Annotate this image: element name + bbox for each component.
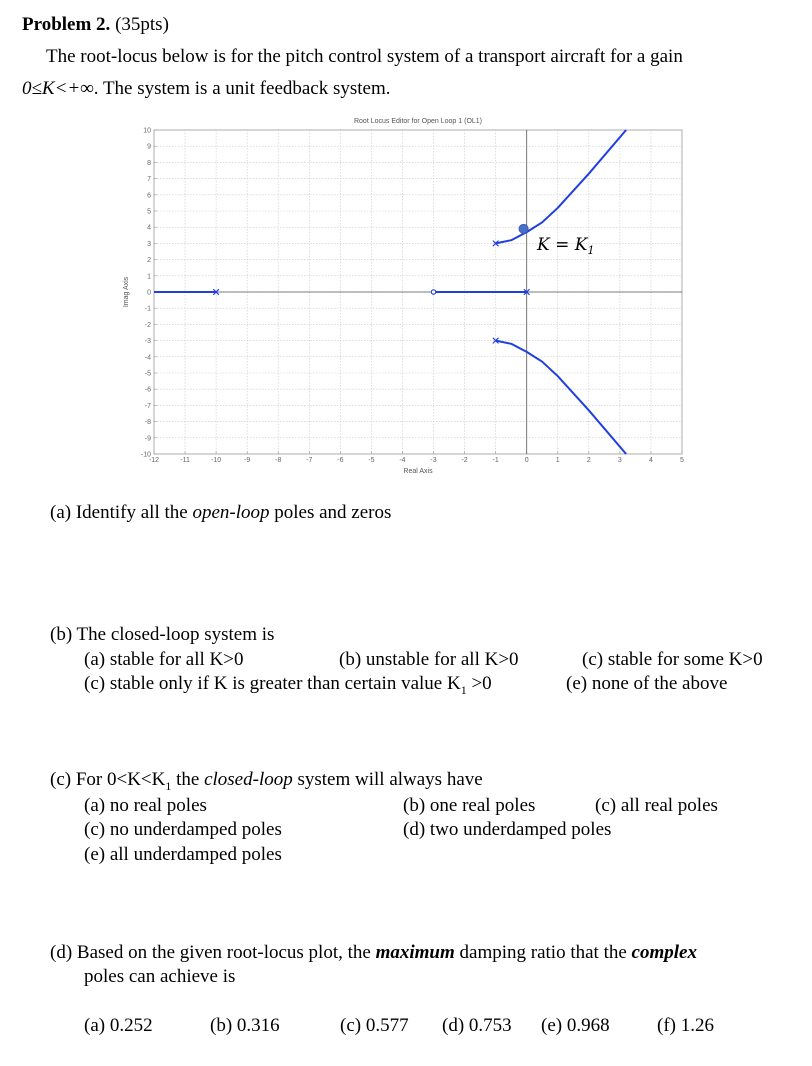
question-a-prefix: (a) Identify all the [50, 502, 193, 523]
y-tick-label: 0 [147, 289, 151, 297]
x-tick-label: 3 [617, 457, 622, 464]
gain-annotation-sub: 1 [587, 244, 595, 257]
x-tick-label: -7 [306, 457, 313, 464]
problem-heading [22, 14, 169, 36]
question-d-option-4[interactable]: (d) 0.753 [442, 1015, 512, 1036]
question-b-option-4-sub: 1 [460, 682, 467, 697]
y-tick-label: -7 [144, 402, 151, 410]
x-tick-label: -10 [211, 457, 222, 464]
y-tick-label: 7 [147, 176, 151, 184]
question-b-option-4-text: (c) stable only if K is greater than certain value K [84, 673, 461, 694]
y-tick-label: -5 [144, 370, 151, 378]
gain-annotation-text: K = K [537, 235, 588, 255]
y-axis-label: Imag Axis [123, 276, 130, 308]
x-tick-label: -1 [492, 457, 499, 464]
question-c-option-5[interactable]: (d) two underdamped poles [403, 819, 612, 840]
question-c-option-1[interactable]: (a) no real poles [84, 795, 207, 816]
problem-number: Problem 2. [22, 14, 111, 35]
y-tick-label: -6 [144, 386, 151, 394]
question-c-option-6[interactable]: (e) all underdamped poles [84, 844, 282, 865]
question-d-option-5[interactable]: (e) 0.968 [541, 1015, 610, 1036]
question-a [50, 502, 391, 524]
y-tick-label: 3 [147, 240, 151, 248]
question-a-suffix: poles and zeros [269, 502, 392, 523]
gain-range: 0≤K<+∞ [22, 78, 94, 99]
question-d-emphasis-2: complex [631, 942, 697, 963]
y-tick-label: 10 [143, 127, 151, 135]
x-tick-label: -2 [461, 457, 468, 464]
x-tick-label: 0 [524, 457, 529, 464]
gain-annotation [536, 235, 594, 257]
y-tick-label: -3 [144, 338, 151, 346]
question-d-line-2: poles can achieve is [84, 966, 236, 987]
question-c-stem-emphasis: closed-loop [204, 769, 293, 790]
question-d-mid: damping ratio that the [454, 942, 632, 963]
x-tick-label: -5 [368, 457, 375, 464]
x-tick-label: -8 [275, 457, 282, 464]
gain-k1-marker [519, 224, 528, 233]
x-tick-label: -12 [148, 457, 160, 464]
root-locus-plot [118, 114, 698, 479]
x-tick-label: -3 [430, 457, 437, 464]
x-tick-label: 4 [648, 457, 653, 464]
question-b-option-5[interactable]: (e) none of the above [566, 673, 728, 694]
question-d-pre: (d) Based on the given root-locus plot, the [50, 942, 376, 963]
x-tick-label: 5 [680, 457, 684, 464]
question-b-option-2[interactable]: (b) unstable for all K>0 [339, 649, 519, 670]
y-tick-label: -8 [144, 419, 151, 427]
question-b-option-1[interactable]: (a) stable for all K>0 [84, 649, 244, 670]
question-b-option-4[interactable] [84, 673, 492, 698]
question-c-option-4[interactable]: (c) no underdamped poles [84, 819, 282, 840]
x-tick-label: 1 [555, 457, 560, 464]
question-d-line-1 [50, 942, 697, 964]
question-d-option-3[interactable]: (c) 0.577 [340, 1015, 409, 1036]
y-tick-labels [141, 128, 151, 459]
question-d-option-6[interactable]: (f) 1.26 [657, 1015, 714, 1036]
x-tick-labels [149, 457, 684, 464]
question-d-option-1[interactable]: (a) 0.252 [84, 1015, 153, 1036]
y-tick-label: -9 [144, 435, 151, 443]
x-tick-label: -4 [399, 457, 406, 464]
question-c-option-2[interactable]: (b) one real poles [403, 795, 536, 816]
x-tick-label: 2 [586, 457, 591, 464]
y-tick-label: -2 [144, 321, 151, 329]
x-tick-label: -9 [244, 457, 251, 464]
y-tick-label: 4 [147, 224, 151, 232]
y-tick-label: 6 [147, 192, 151, 200]
question-d-option-2[interactable]: (b) 0.316 [210, 1015, 280, 1036]
y-tick-label: -10 [140, 451, 151, 459]
y-tick-label: 9 [147, 143, 151, 151]
question-c-stem-sub: 1 [165, 778, 172, 793]
y-tick-label: 2 [147, 257, 151, 265]
intro-line-1: The root-locus below is for the pitch control system of a transport aircraft for a gain [46, 46, 683, 67]
intro-line-2 [22, 78, 391, 100]
question-a-emphasis: open-loop [192, 502, 270, 523]
question-c-stem-post: system will always have [292, 769, 483, 790]
y-tick-label: -1 [144, 305, 151, 313]
x-tick-label: -11 [180, 457, 190, 464]
y-tick-label: 8 [147, 159, 151, 167]
y-tick-label: 5 [147, 208, 151, 216]
question-d-emphasis-1: maximum [375, 942, 455, 963]
question-c-stem-mid: the [171, 769, 205, 790]
question-c-option-3[interactable]: (c) all real poles [595, 795, 718, 816]
question-b-option-4-end: >0 [466, 673, 492, 694]
question-b-option-3[interactable]: (c) stable for some K>0 [582, 649, 763, 670]
problem-points: (35pts) [115, 14, 169, 35]
x-axis-label: Real Axis [403, 468, 433, 475]
x-tick-label: -6 [337, 457, 344, 464]
zero-marker [431, 290, 435, 294]
y-tick-label: -4 [144, 354, 151, 362]
intro-line-2-rest: . The system is a unit feedback system. [93, 78, 391, 99]
question-c-stem-pre: (c) For 0<K<K [50, 769, 166, 790]
plot-title: Root Locus Editor for Open Loop 1 (OL1) [353, 118, 483, 125]
y-tick-label: 1 [147, 273, 151, 281]
question-c-stem [50, 769, 483, 794]
question-b-stem: (b) The closed-loop system is [50, 624, 275, 645]
